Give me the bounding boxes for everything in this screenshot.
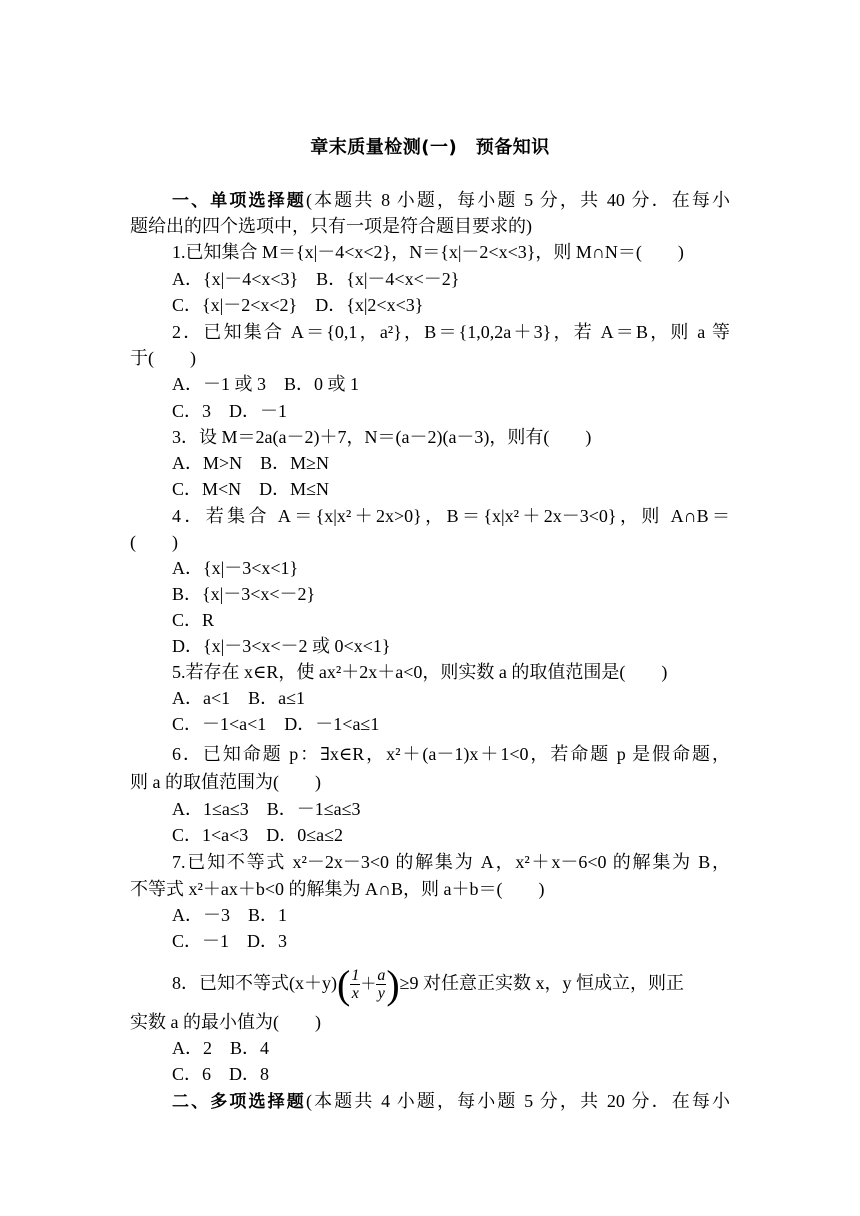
fraction-one-over-x — [350, 967, 360, 1002]
q4-option-d: D．{x|－3<x<－2 或 0<x<1} — [172, 636, 391, 656]
q4-option-a: A．{x|－3<x<1} — [172, 558, 299, 578]
q2-options-cd: C．3 D．－1 — [172, 401, 288, 421]
q7-options-ab: A．－3 B．1 — [172, 905, 288, 925]
q2-stem-line1: 2．已知集合 A＝{0,1，a²}，B＝{1,0,2a＋3}，若 A＝B，则 a 等 — [172, 322, 730, 342]
q6-options-cd: C．1<a<3 D．0≤a≤2 — [172, 825, 344, 845]
fraction-a-numerator: a — [377, 967, 386, 985]
q1-options-ab: A．{x|－4<x<3} B．{x|－4<x<－2} — [172, 269, 460, 289]
section2-intro — [172, 1089, 730, 1113]
q8-stem-line2: 实数 a 的最小值为( ) — [130, 1012, 321, 1032]
section2-header: 二、多项选择题 — [172, 1092, 306, 1112]
page-title: 章末质量检测(一) 预备知识 — [310, 137, 550, 158]
q5-options-cd: C．－1<a<1 D．－1<a≤1 — [172, 714, 380, 734]
q1-options-cd: C．{x|－2<x<2} D．{x|2<x<3} — [172, 295, 424, 315]
section1-intro-line1: (本题共 8 小题，每小题 5 分，共 40 分．在每小 — [305, 190, 730, 210]
q6-options-ab: A．1≤a≤3 B．－1≤a≤3 — [172, 799, 361, 819]
fraction-one-numerator: 1 — [351, 967, 360, 985]
section2-intro-line1: (本题共 4 小题，每小题 5 分，共 20 分．在每小 — [305, 1091, 730, 1111]
q2-stem-line2: 于( ) — [130, 348, 196, 368]
q3-stem: 3．设 M＝2a(a－2)＋7，N＝(a－2)(a－3)，则有( ) — [172, 427, 592, 447]
q4-stem-line1: 4．若集合 A＝{x|x²＋2x>0}，B＝{x|x²＋2x－3<0}，则 A∩B＝ — [172, 506, 730, 526]
section1-header: 一、单项选择题 — [172, 191, 306, 211]
q4-stem-line2: ( ) — [130, 532, 178, 552]
q4-option-b: B．{x|－3<x<－2} — [172, 584, 316, 604]
q1-stem: 1.已知集合 M＝{x|－4<x<2}，N＝{x|－2<x<3}，则 M∩N＝( ) — [172, 242, 684, 262]
q5-stem: 5.若存在 x∈R，使 ax²＋2x＋a<0，则实数 a 的取值范围是( ) — [172, 662, 668, 682]
q5-options-ab: A．a<1 B．a≤1 — [172, 688, 306, 708]
right-paren: ) — [386, 961, 400, 1007]
q7-stem-line2: 不等式 x²＋ax＋b<0 的解集为 A∩B，则 a＋b＝( ) — [130, 879, 545, 899]
q8-options-ab: A．2 B．4 — [172, 1038, 270, 1058]
q7-options-cd: C．－1 D．3 — [172, 931, 288, 951]
left-paren: ( — [337, 961, 351, 1007]
q8-stem-suffix: ≥9 对任意正实数 x，y 恒成立，则正 — [399, 973, 685, 993]
section1-intro — [172, 188, 730, 212]
q2-options-ab: A．－1 或 3 B．0 或 1 — [172, 374, 360, 394]
q4-option-c: C．R — [172, 610, 215, 630]
q3-options-cd: C．M<N D．M≤N — [172, 479, 330, 499]
fraction-one-denominator: x — [351, 985, 359, 1003]
q3-options-ab: A．M>N B．M≥N — [172, 453, 330, 473]
q7-stem-line1: 7.已知不等式 x²－2x－3<0 的解集为 A，x²＋x－6<0 的解集为 B， — [172, 852, 730, 872]
section1-intro-line2: 题给出的四个选项中，只有一项是符合题目要求的) — [130, 216, 532, 236]
q6-stem-line1: 6．已知命题 p：∃x∈R，x²＋(a－1)x＋1<0，若命题 p 是假命题， — [172, 744, 730, 764]
q8-options-cd: C．6 D．8 — [172, 1064, 270, 1084]
q8-stem-line1 — [172, 958, 730, 1008]
q6-stem-line2: 则 a 的取值范围为( ) — [130, 772, 321, 792]
fraction-a-over-y — [376, 967, 386, 1002]
fraction-plus: ＋ — [360, 975, 377, 993]
q8-stem-prefix: 8．已知不等式(x＋y) — [172, 973, 337, 993]
fraction-a-denominator: y — [377, 985, 385, 1003]
